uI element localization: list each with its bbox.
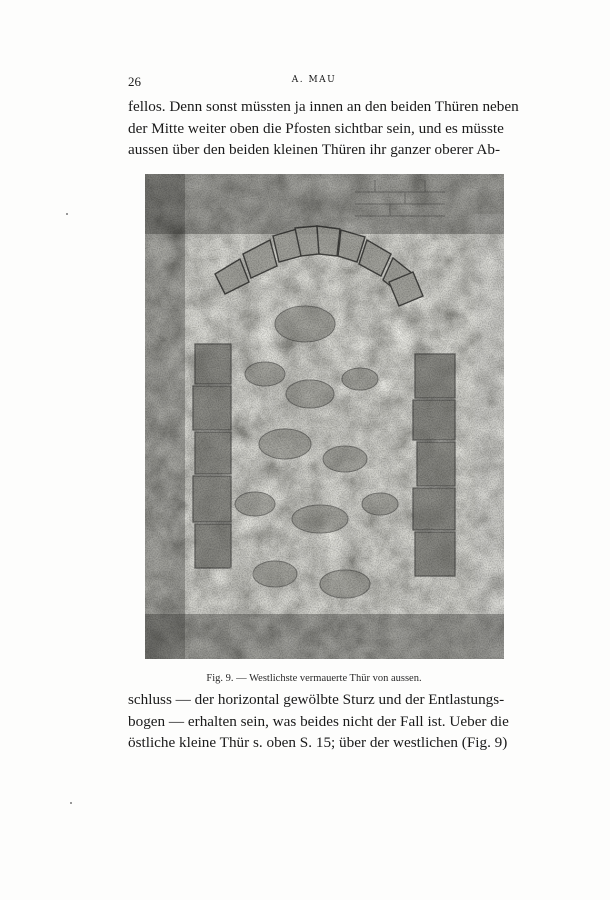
running-title: A. MAU bbox=[291, 75, 337, 85]
body-text-top bbox=[128, 96, 519, 161]
scan-speck bbox=[66, 213, 68, 215]
text-line: bogen — erhalten sein, was beides nicht der Fall ist. Ueber die bbox=[128, 712, 509, 730]
text-line: fellos. Denn sonst müssten ja innen an den beiden Thüren neben bbox=[128, 98, 519, 115]
body-text-bottom bbox=[128, 689, 509, 754]
text-line: aussen über den beiden kleinen Thüren ihr ganzer oberer Ab- bbox=[128, 141, 500, 158]
text-line: der Mitte weiter oben die Pfosten sichtbar sein, und es müsste bbox=[128, 119, 504, 137]
figure-caption: Fig. 9. — Westlichste vermauerte Thür von aussen. bbox=[206, 673, 422, 684]
scan-speck bbox=[70, 802, 72, 804]
figure-photograph bbox=[145, 174, 504, 659]
page-number: 26 bbox=[128, 74, 141, 89]
text-line: östliche kleine Thür s. oben S. 15; über der westlichen (Fig. 9) bbox=[128, 734, 508, 751]
walled-doorway-photo bbox=[145, 174, 504, 659]
running-head bbox=[128, 74, 500, 90]
text-line: schluss — der horizontal gewölbte Sturz und der Entlastungs- bbox=[128, 691, 505, 708]
